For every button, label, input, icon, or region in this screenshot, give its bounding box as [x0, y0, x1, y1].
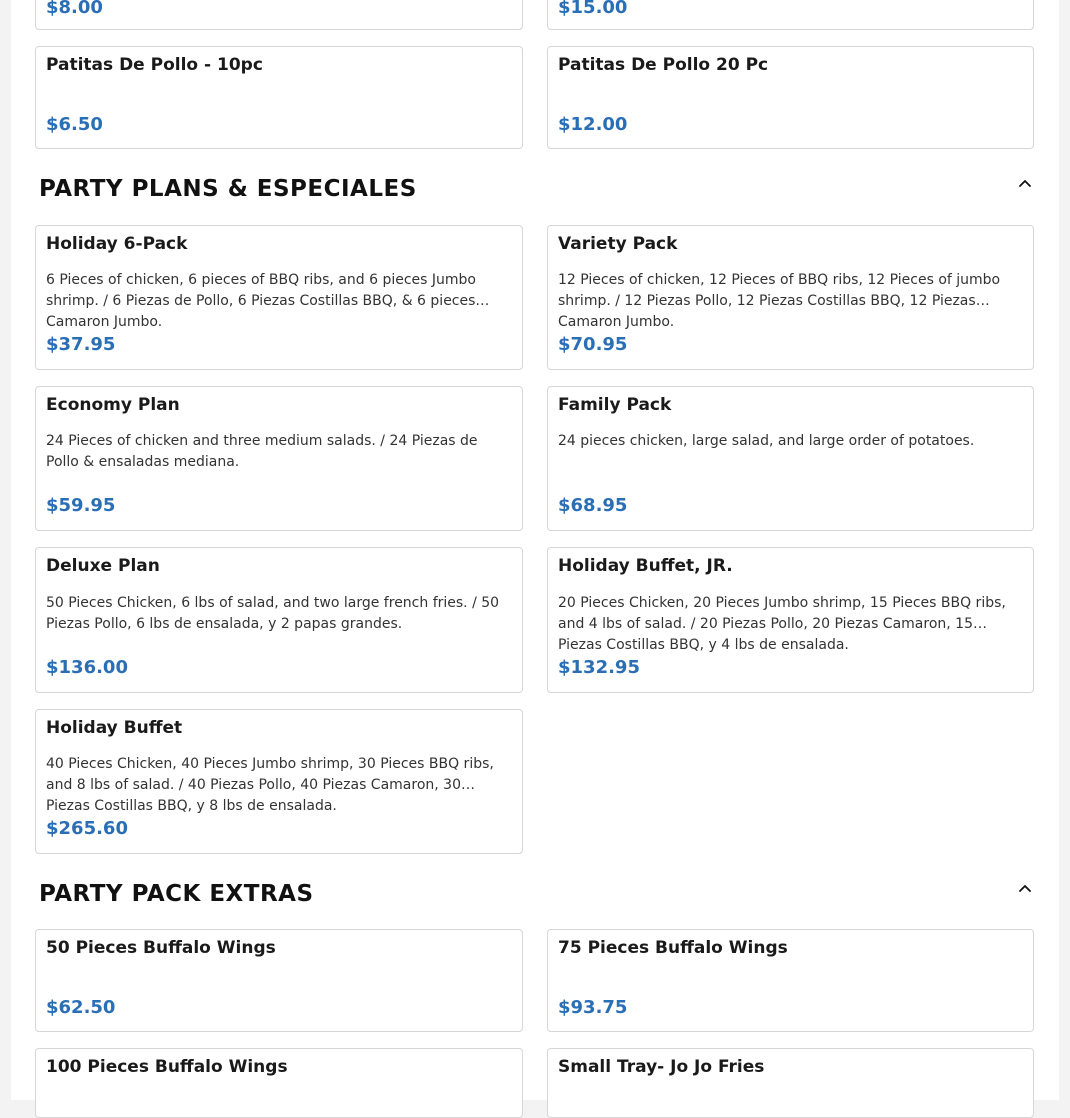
item-name: 100 Pieces Buffalo Wings	[46, 1057, 288, 1077]
item-price: $62.50	[46, 997, 116, 1018]
item-description: 12 Pieces of chicken, 12 Pieces of BBQ ribs, 12 Pieces of jumbo shrimp. / 12 Piezas Pollo, 12 Piezas Costillas BBQ, 12 Piezas Camaron Jumbo.	[558, 272, 1001, 330]
section-title: PARTY PLANS & ESPECIALES	[39, 176, 417, 202]
menu-item-card[interactable]	[547, 225, 1034, 370]
item-description: 40 Pieces Chicken, 40 Pieces Jumbo shrimp, 30 Pieces BBQ ribs, and 8 lbs of salad. / 40 Piezas Pollo, 40 Piezas Camaron, 30 Piezas Costillas BBQ, y 8 lbs de ensalada.	[46, 756, 494, 814]
item-price: $132.95	[558, 657, 640, 678]
menu-item-card[interactable]	[547, 386, 1034, 531]
menu-item-card[interactable]	[547, 1048, 1034, 1118]
item-price: $37.95	[46, 334, 116, 355]
item-price: $6.50	[46, 114, 103, 135]
menu-item-card[interactable]	[547, 0, 1034, 30]
item-price: $12.00	[558, 114, 628, 135]
menu-item-card[interactable]	[35, 225, 523, 370]
item-name: Small Tray- Jo Jo Fries	[558, 1057, 765, 1077]
item-price: $136.00	[46, 657, 128, 678]
item-name: Economy Plan	[46, 395, 180, 415]
item-description: 24 pieces chicken, large salad, and large order of potatoes.	[558, 433, 975, 449]
chevron-up-icon[interactable]	[1013, 876, 1037, 900]
item-description: 6 Pieces of chicken, 6 pieces of BBQ ribs, and 6 pieces Jumbo shrimp. / 6 Piezas de Pollo, 6 Piezas Costillas BBQ, & 6 pieces Camaron Jumbo.	[46, 272, 476, 330]
item-description: 24 Pieces of chicken and three medium salads. / 24 Piezas de Pollo & ensaladas mediana.	[46, 433, 478, 470]
chevron-up-icon[interactable]	[1013, 171, 1037, 195]
item-price: $93.75	[558, 997, 628, 1018]
menu-page	[11, 0, 1059, 1100]
item-name: 50 Pieces Buffalo Wings	[46, 938, 276, 958]
menu-item-card[interactable]	[35, 386, 523, 531]
menu-item-card[interactable]	[35, 709, 523, 854]
item-price: $70.95	[558, 334, 628, 355]
item-name: Family Pack	[558, 395, 672, 415]
item-price: $15.00	[558, 0, 628, 18]
menu-item-card[interactable]	[547, 929, 1034, 1032]
item-description: 50 Pieces Chicken, 6 lbs of salad, and two large french fries. / 50 Piezas Pollo, 6 lbs de ensalada, y 2 papas grandes.	[46, 595, 500, 632]
menu-item-card[interactable]	[35, 547, 523, 693]
item-name: 75 Pieces Buffalo Wings	[558, 938, 788, 958]
menu-item-card[interactable]	[35, 1048, 523, 1118]
item-name: Holiday Buffet	[46, 718, 183, 738]
item-price: $59.95	[46, 495, 116, 516]
item-name: Patitas De Pollo 20 Pc	[558, 55, 769, 75]
item-name: Deluxe Plan	[46, 556, 160, 576]
item-description: 20 Pieces Chicken, 20 Pieces Jumbo shrimp, 15 Pieces BBQ ribs, and 4 lbs of salad. / 20 Piezas Pollo, 20 Piezas Camaron, 15 Piezas Costillas BBQ, y 4 lbs de ensalada.	[558, 595, 1006, 653]
menu-item-card[interactable]	[35, 929, 523, 1032]
menu-item-card[interactable]	[35, 46, 523, 149]
menu-item-card[interactable]	[35, 0, 523, 30]
menu-item-card[interactable]	[547, 46, 1034, 149]
item-name: Holiday 6-Pack	[46, 234, 188, 254]
menu-item-card[interactable]	[547, 547, 1034, 693]
item-price: $68.95	[558, 495, 628, 516]
item-name: Variety Pack	[558, 234, 678, 254]
item-name: Holiday Buffet, JR.	[558, 556, 733, 576]
section-title: PARTY PACK EXTRAS	[39, 881, 314, 907]
item-name: Patitas De Pollo - 10pc	[46, 55, 263, 75]
item-price: $8.00	[46, 0, 103, 18]
item-price: $265.60	[46, 818, 128, 839]
